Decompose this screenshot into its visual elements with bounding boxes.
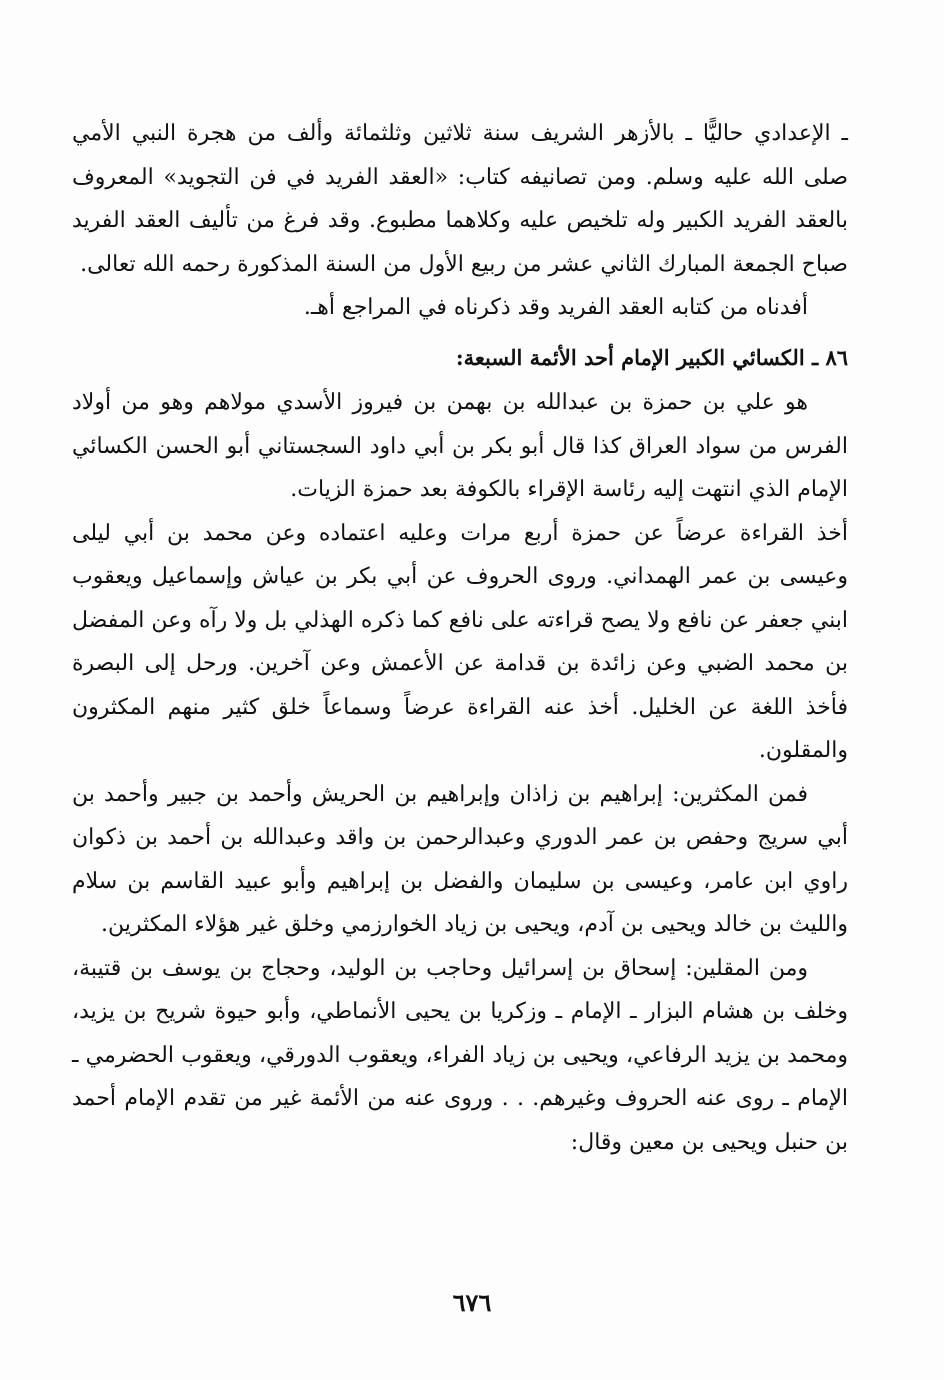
paragraph-few-students: ومن المقلين: إسحاق بن إسرائيل وحاجب بن الوليد، وحجاج بن يوسف بن قتيبة، وخلف بن هشام البزار ـ الإمام ـ وزكريا بن يحيى الأنماطي، وأبو حيوة شريح بن يزيد، ومحمد بن يزيد الرفاعي، ويحيى بن زياد الفراء، ويعقوب الدورقي، ويعقوب الحضرمي ـ الإمام ـ روى عنه الحروف وغيرهم. . . وروى عنه من الأئمة غير من تقدم الإمام أحمد بن حنبل ويحيى بن معين وقال:: [72, 955, 848, 1155]
section-heading: ٨٦ ـ الكسائي الكبير الإمام أحد الأئمة السبعة:: [455, 344, 848, 370]
paragraph-prolific-students: فمن المكثرين: إبراهيم بن زاذان وإبراهيم بن الحريش وأحمد بن جبير وأحمد بن أبي سريج وحفص بن عمر الدوري وعبدالرحمن بن واقد وعبدالله بن أحمد بن ذكوان راوي ابن عامر، وعيسى بن سليمان والفضل بن إبراهيم وأبو عبيد القاسم بن سلام والليث بن خالد ويحيى بن آدم، ويحيى بن زياد الخوارزمي وخلق غير هؤلاء المكثرين.: [72, 781, 848, 937]
body-text: [72, 112, 848, 1164]
page-number: ٦٧٦: [452, 1288, 492, 1317]
paragraph-source-note: أفدناه من كتابه العقد الفريد وقد ذكرناه في المراجع أهـ.: [303, 295, 808, 320]
paragraph-biography-end: ـ الإعدادي حاليًّا ـ بالأزهر الشريف سنة ثلاثين وثلثمائة وألف من هجرة النبي الأمي صلى الله عليه وسلم. ومن تصانيفه كتاب: «العقد الفريد في فن التجويد» المعروف بالعقد الفريد الكبير وله تلخيص عليه وكلاهما مطبوع. وقد فرغ من تأليف العقد الفريد صباح الجمعة المبارك الثاني عشر من ربيع الأول من السنة المذكورة رحمه الله تعالى.: [72, 121, 848, 277]
paragraph-teachers: أخذ القراءة عرضاً عن حمزة أربع مرات وعليه اعتماده وعن محمد بن أبي ليلى وعيسى بن عمر الهمداني. وروى الحروف عن أبي بكر بن عياش وإسماعيل ويعقوب ابني جعفر عن نافع ولا يصح قراءته على نافع كما ذكره الهذلي بل ولا رآه وعن المفضل بن محمد الضبي وعن زائدة بن قدامة عن الأعمش وعن آخرين. ورحل إلى البصرة فأخذ اللغة عن الخليل. أخذ عنه القراءة عرضاً وسماعاً خلق كثير منهم المكثرون والمقلون.: [72, 520, 848, 763]
paragraph-identity: هو علي بن حمزة بن عبدالله بن بهمن بن فيروز الأسدي مولاهم وهو من أولاد الفرس من سواد العراق كذا قال أبو بكر بن أبي داود السجستاني أبو الحسن الكسائي الإمام الذي انتهت إليه رئاسة الإقراء بالكوفة بعد حمزة الزيات.: [72, 390, 848, 502]
